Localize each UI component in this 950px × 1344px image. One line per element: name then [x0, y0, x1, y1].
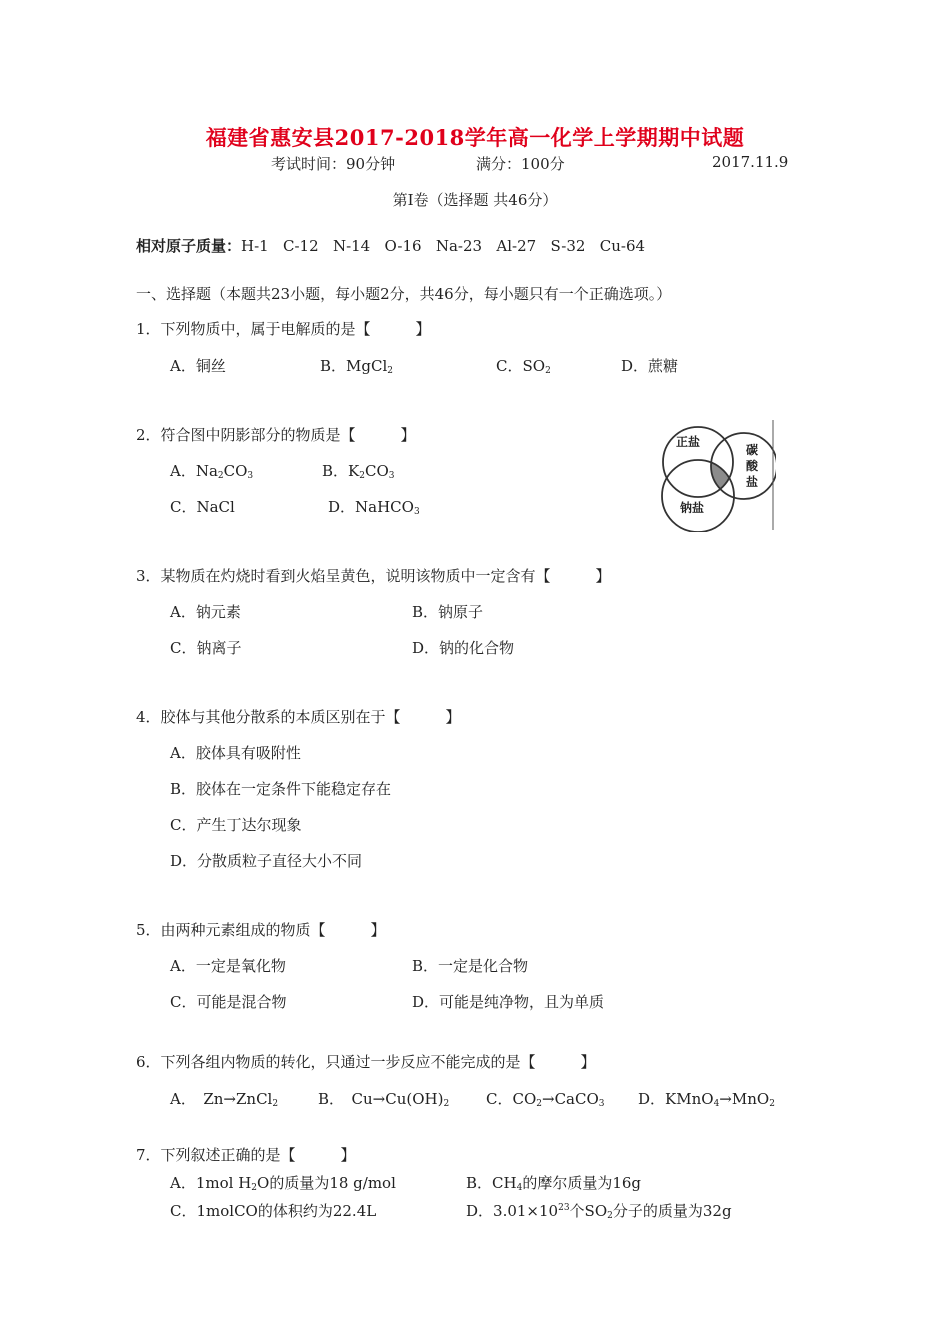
q3-option-c: C．钠离子	[170, 639, 242, 657]
exam-time: 考试时间：90分钟	[271, 155, 396, 173]
q6-option-a: A． Zn→ZnCl$_2$	[170, 1090, 279, 1109]
q6-stem: 6．下列各组内物质的转化，只通过一步反应不能完成的是【 】	[136, 1053, 596, 1071]
q3-option-d: D．钠的化合物	[412, 639, 515, 657]
q1-option-a: A．铜丝	[170, 357, 226, 375]
q6-option-d: D．KMnO$_4$→MnO$_2$	[638, 1090, 775, 1109]
q5-option-d: D．可能是纯净物，且为单质	[412, 993, 605, 1011]
atomic-mass-label: 相对原子质量：	[136, 237, 242, 255]
q2-stem: 2．符合图中阴影部分的物质是【 】	[136, 426, 416, 444]
q2-option-d: D．NaHCO$_3$	[328, 498, 420, 517]
q2-option-c: C．NaCl	[170, 498, 235, 516]
exam-date: 2017.11.9	[712, 153, 789, 171]
q6-option-c: C．$CO_2\to CaCO_3$	[486, 1090, 605, 1109]
q5-option-b: B．一定是化合物	[412, 957, 529, 975]
q7-stem: 7．下列叙述正确的是【 】	[136, 1146, 356, 1164]
q3-option-b: B．钠原子	[412, 603, 484, 621]
q5-option-a: A．一定是氧化物	[170, 957, 286, 975]
q4-option-b: B．胶体在一定条件下能稳定存在	[170, 780, 392, 798]
q7-option-a: A．1mol $H_2O$的质量为18 g/mol	[170, 1174, 396, 1193]
q4-option-c: C．产生丁达尔现象	[170, 816, 302, 834]
q1-option-c: C．$SO_2$	[496, 357, 551, 376]
venn-circle-nayan	[662, 460, 734, 532]
q1-option-d: D．蔗糖	[621, 357, 679, 375]
atomic-mass-values: H-1 C-12 N-14 O-16 Na-23 Al-27 S-32 Cu-64	[241, 237, 646, 255]
section-title: 第Ⅰ卷（选择题 共46分）	[392, 191, 558, 209]
q7-option-c: C．1molCO的体积约为22.4L	[170, 1202, 377, 1220]
q2-option-a: A．$Na_2CO_3$	[170, 462, 254, 481]
venn-label-nayan: 钠盐	[680, 501, 705, 515]
q7-option-d: D．$3.01\times 10^{23}$个$SO_2$分子的质量为32g	[466, 1202, 732, 1221]
venn-label-zhengyan: 正盐	[676, 435, 701, 449]
part-intro: 一、选择题（本题共23小题，每小题2分，共46分，每小题只有一个正确选项。）	[136, 285, 672, 303]
venn-label-tan: 碳	[746, 443, 759, 457]
full-score: 满分：100分	[476, 155, 565, 173]
q1-stem: 1．下列物质中，属于电解质的是【 】	[136, 320, 431, 338]
q3-stem: 3．某物质在灼烧时看到火焰呈黄色，说明该物质中一定含有【 】	[136, 567, 611, 585]
venn-label-suan: 酸	[746, 459, 759, 473]
venn-diagram	[660, 418, 776, 532]
q4-option-d: D．分散质粒子直径大小不同	[170, 852, 363, 870]
venn-circle-tansuanyan	[711, 433, 776, 499]
atomic-mass-line	[136, 235, 645, 256]
q4-option-a: A．胶体具有吸附性	[170, 744, 301, 762]
q5-option-c: C．可能是混合物	[170, 993, 287, 1011]
q5-stem: 5．由两种元素组成的物质【 】	[136, 921, 386, 939]
q3-option-a: A．钠元素	[170, 603, 241, 621]
q6-option-b: B． $Cu\to Cu(OH)_2$	[318, 1090, 450, 1109]
q1-option-b: B．MgCl$_2$	[320, 357, 393, 376]
page-title: 福建省惠安县2017-2018学年高一化学上学期期中试题	[205, 125, 745, 150]
venn-label-yan: 盐	[746, 475, 759, 489]
q4-stem: 4．胶体与其他分散系的本质区别在于【 】	[136, 708, 461, 726]
q7-option-b: B．$CH_4$的摩尔质量为16g	[466, 1174, 642, 1193]
q2-option-b: B．$K_2CO_3$	[322, 462, 395, 481]
